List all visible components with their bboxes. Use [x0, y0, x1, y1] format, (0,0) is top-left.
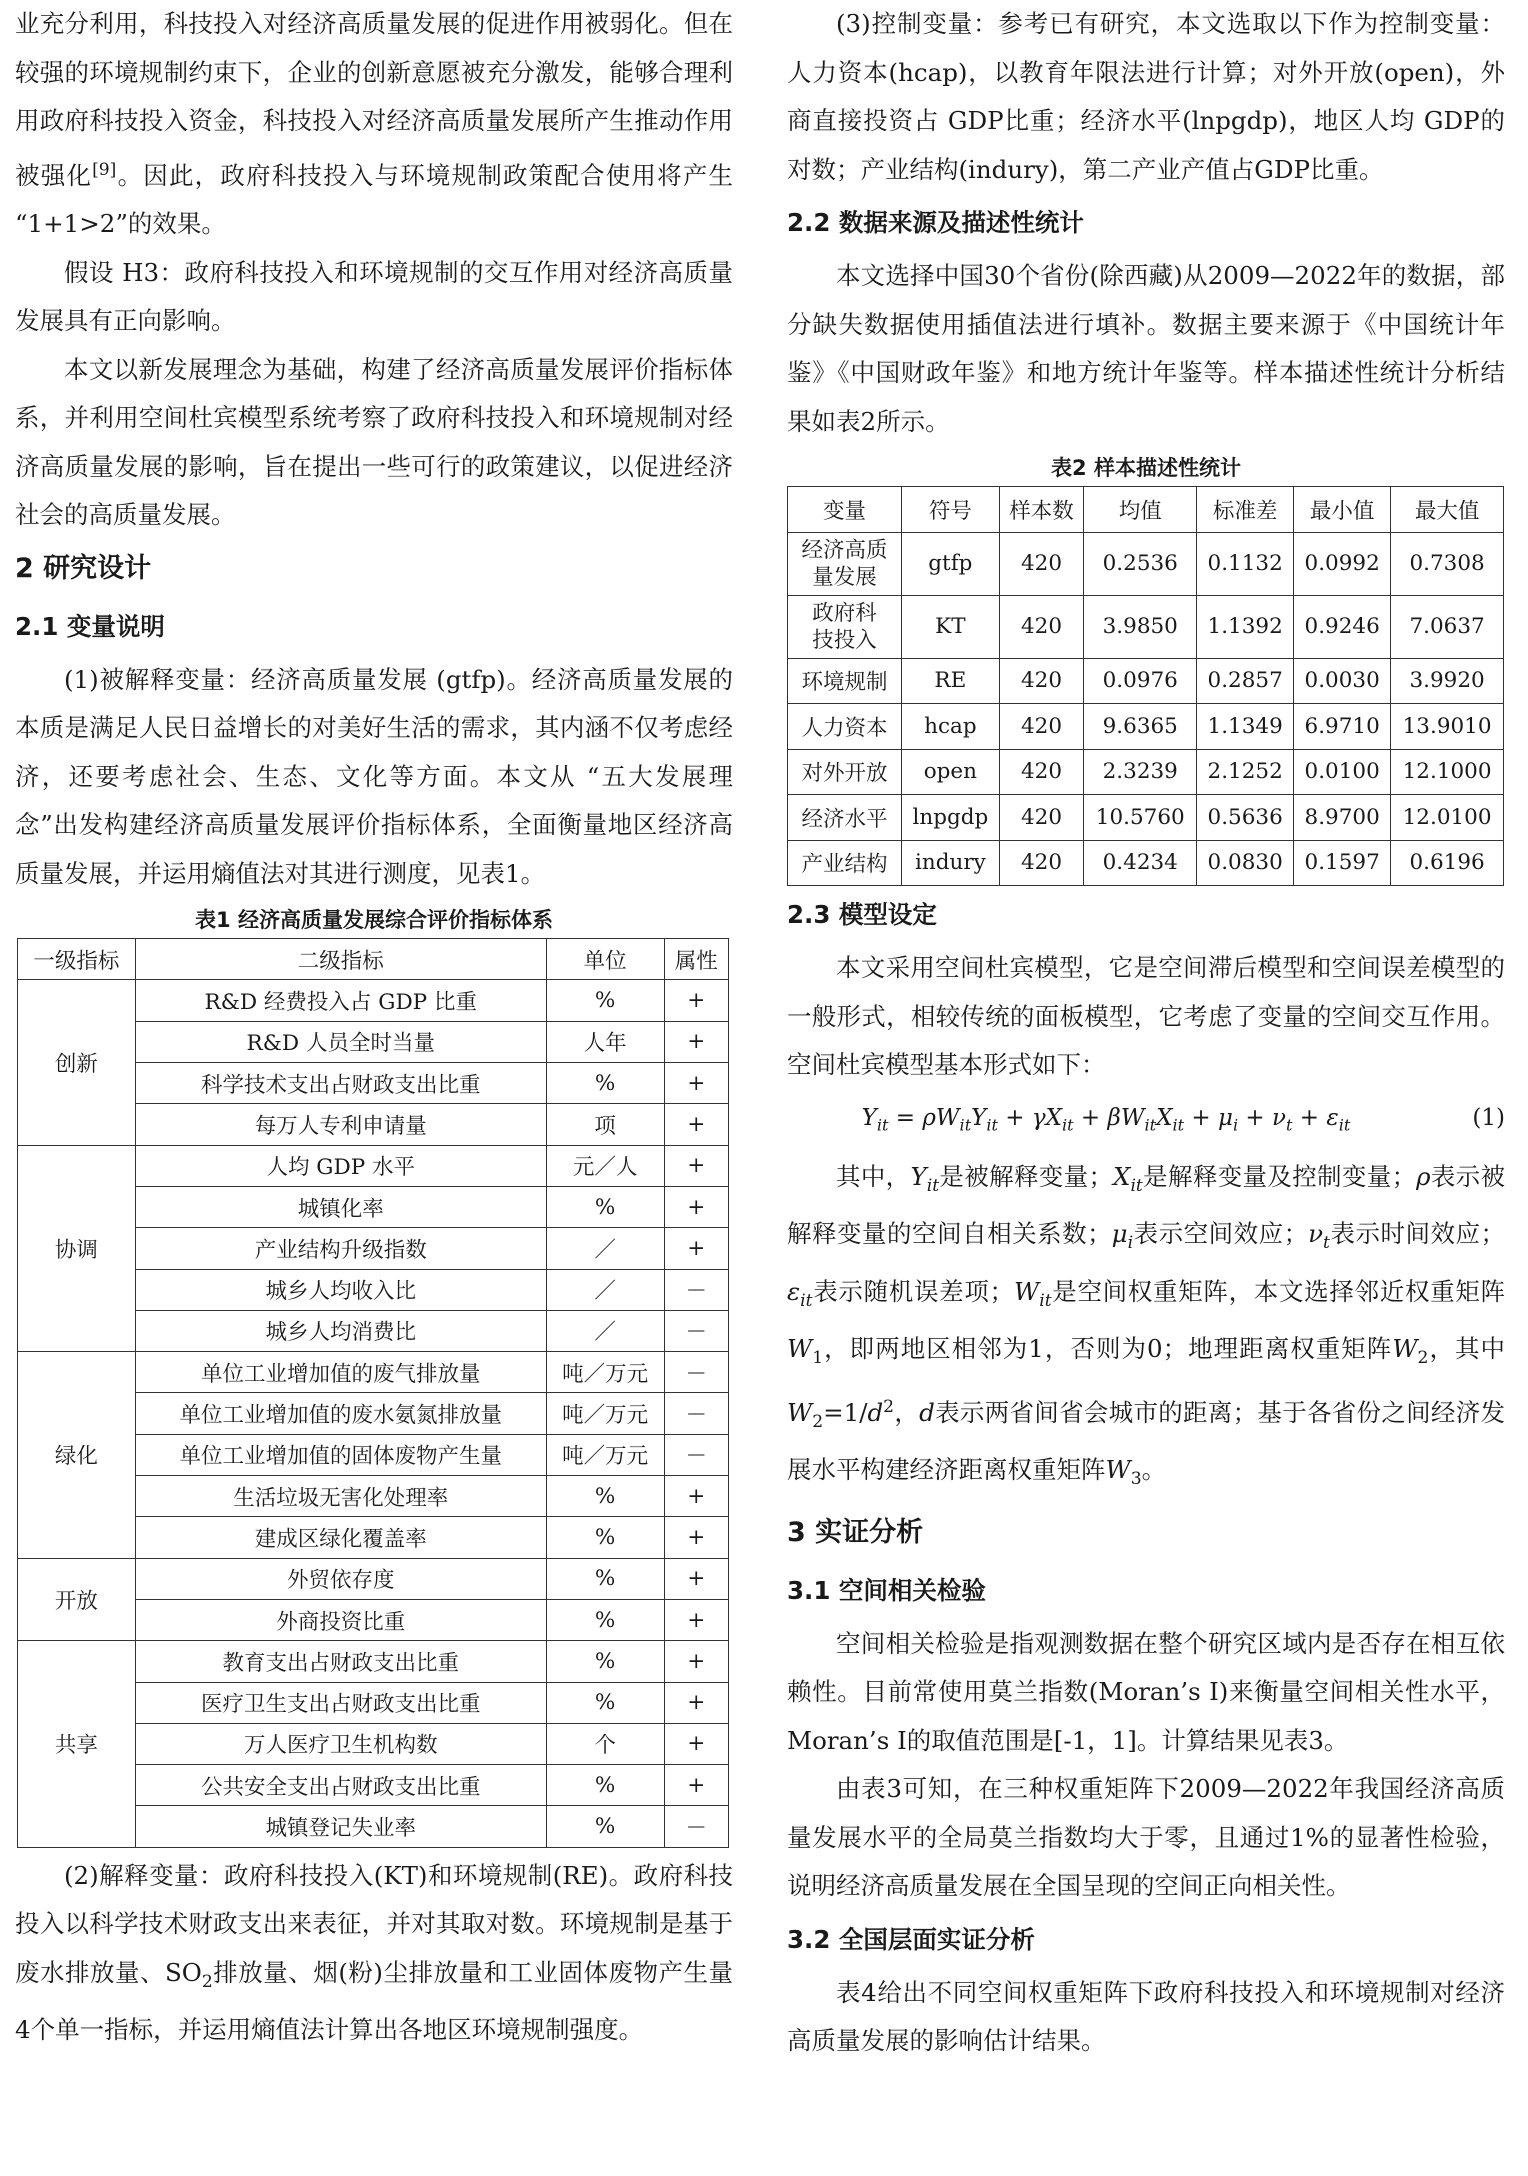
table1-header-cell: 二级指标 [135, 939, 546, 980]
paragraph-spatial-test: 空间相关检验是指观测数据在整个研究区域内是否存在相互依赖性。目前常使用莫兰指数(Moran’s I)来衡量空间相关性水平，Moran’s I的取值范围是[-1，1]。计算结果见表3。 [787, 1628, 1505, 1755]
table1-cell: + [664, 1599, 728, 1640]
table2-header-cell: 样本数 [999, 487, 1084, 533]
table2-header-cell: 最大值 [1391, 487, 1504, 533]
table1-cell: 产业结构升级指数 [135, 1228, 546, 1269]
table2-cell: 3.9850 [1084, 595, 1197, 658]
hypothesis-h3: 假设 H3：政府科技投入和环境规制的交互作用对经济高质量发展具有正向影响。 [15, 257, 733, 336]
table2-cell: 420 [999, 840, 1084, 886]
table2-cell: 2.1252 [1197, 749, 1294, 795]
paragraph-intro-summary: 本文以新发展理念为基础，构建了经济高质量发展评价指标体系，并利用空间杜宾模型系统考察了政府科技投入和环境规制对经济高质量发展的影响，旨在提出一些可行的政策建议，以促进经济社会的高质量发展。 [15, 354, 733, 530]
table2-cell: indury [902, 840, 1000, 886]
table2-cell: 人力资本 [788, 704, 902, 750]
table1-cell: 吨／万元 [546, 1434, 664, 1475]
table2-cell: 2.3239 [1084, 749, 1197, 795]
table1-cell: 城乡人均收入比 [135, 1269, 546, 1310]
table1-cell: 医疗卫生支出占财政支出比重 [135, 1682, 546, 1723]
table1-cell: 万人医疗卫生机构数 [135, 1723, 546, 1764]
table2-row [788, 704, 1504, 750]
table1-cell: 人年 [546, 1021, 664, 1062]
table1-title: 表1 经济高质量发展综合评价指标体系 [195, 908, 553, 933]
table1-cell: 外贸依存度 [135, 1558, 546, 1599]
paragraph-national-analysis: 表4给出不同空间权重矩阵下政府科技投入和环境规制对经济高质量发展的影响估计结果。 [787, 1977, 1505, 2056]
table1-cell: R&D 经费投入占 GDP 比重 [135, 980, 546, 1021]
table1-cell: R&D 人员全时当量 [135, 1021, 546, 1062]
right-column [787, 0, 1505, 2066]
table1-cell: 公共安全支出占财政支出比重 [135, 1765, 546, 1806]
table1-cell: 科学技术支出占财政支出比重 [135, 1063, 546, 1104]
table2-header-cell: 符号 [902, 487, 1000, 533]
table1-cell: 吨／万元 [546, 1352, 664, 1393]
table2-cell: 0.9246 [1294, 595, 1391, 658]
table1-cell: 单位工业增加值的固体废物产生量 [135, 1434, 546, 1475]
table1-cell: + [664, 1063, 728, 1104]
table1-cell: － [664, 1310, 728, 1351]
table2-cell: 0.0830 [1197, 840, 1294, 886]
table1-row [18, 1558, 729, 1599]
table1-cell: ／ [546, 1269, 664, 1310]
subsection-heading-3-1: 3.1 空间相关检验 [787, 1575, 986, 1605]
table2-cell: 经济高质 量发展 [788, 532, 902, 595]
table1-cell: 吨／万元 [546, 1393, 664, 1434]
table2-cell: 7.0637 [1391, 595, 1504, 658]
table2-cell: 0.0992 [1294, 532, 1391, 595]
table1-cell: 个 [546, 1723, 664, 1764]
table1-cell: % [546, 1558, 664, 1599]
table1-header-cell: 一级指标 [18, 939, 136, 980]
table2-cell: 420 [999, 704, 1084, 750]
paragraph-explanatory-variables: (2)解释变量：政府科技投入(KT)和环境规制(RE)。政府科技投入以科学技术财政支出来表征，并对其取对数。环境规制是基于废水排放量、$SO_2$排放量、烟(粉)尘排放量和工业固体废物产生量4个单一指标，并运用熵值法计算出各地区环境规制强度。 [15, 1860, 733, 2045]
table2-cell: 0.0030 [1294, 658, 1391, 704]
table1-cell: 生活垃圾无害化处理率 [135, 1476, 546, 1517]
table1-cell: 建成区绿化覆盖率 [135, 1517, 546, 1558]
table1-cell: % [546, 1599, 664, 1640]
table2-cell: 3.9920 [1391, 658, 1504, 704]
table1-header-cell: 属性 [664, 939, 728, 980]
table1-cell: % [546, 1765, 664, 1806]
table2-row [788, 749, 1504, 795]
table2-cell: KT [902, 595, 1000, 658]
subsection-heading-2-1: 2.1 变量说明 [15, 611, 165, 641]
table1-cell: + [664, 1641, 728, 1682]
paragraph-control-variables: (3)控制变量：参考已有研究，本文选取以下作为控制变量：人力资本(hcap)，以教育年限法进行计算；对外开放(open)，外商直接投资占 GDP比重；经济水平(lnpgdp)，地区人均 GDP的对数；产业结构(indury)，第二产业产值占GDP比重。 [787, 9, 1505, 184]
table1-row [18, 1352, 729, 1393]
table1-cell: 城乡人均消费比 [135, 1310, 546, 1351]
table2-header-cell: 变量 [788, 487, 902, 533]
table1-cell: % [546, 1517, 664, 1558]
table2-cell: 0.1132 [1197, 532, 1294, 595]
table2-cell: 0.2536 [1084, 532, 1197, 595]
subsection-heading-2-3: 2.3 模型设定 [787, 900, 937, 929]
table1-cell: 项 [546, 1104, 664, 1145]
table1-cell: + [664, 1104, 728, 1145]
table2-cell: open [902, 749, 1000, 795]
table2-title: 表2 样本描述性统计 [1051, 456, 1241, 480]
table2-descriptive-statistics [787, 486, 1504, 886]
table1-row [18, 1145, 729, 1186]
paragraph-model-setup: 本文采用空间杜宾模型，它是空间滞后模型和空间误差模型的一般形式，相较传统的面板模型，它考虑了变量的空间交互作用。空间杜宾模型基本形式如下： [787, 953, 1505, 1079]
table1-cell: % [546, 1641, 664, 1682]
table1-cell: % [546, 1063, 664, 1104]
table2-cell: 6.9710 [1294, 704, 1391, 750]
table2-cell: 13.9010 [1391, 704, 1504, 750]
subsection-heading-3-2: 3.2 全国层面实证分析 [787, 1924, 1035, 1954]
subsection-heading-2-2: 2.2 数据来源及描述性统计 [787, 208, 1084, 237]
table1-category-cell: 协调 [18, 1145, 136, 1351]
table1-category-cell: 创新 [18, 980, 136, 1145]
table1-cell: + [664, 1145, 728, 1186]
table1-category-cell: 绿化 [18, 1352, 136, 1558]
table2-cell: 1.1392 [1197, 595, 1294, 658]
table1-cell: + [664, 1476, 728, 1517]
table1-cell: － [664, 1806, 728, 1847]
table1-header-row [18, 939, 729, 980]
table2-cell: 420 [999, 595, 1084, 658]
table2-cell: 10.5760 [1084, 795, 1197, 841]
left-column [15, 0, 733, 2055]
table2-row [788, 595, 1504, 658]
table2-cell: 0.2857 [1197, 658, 1294, 704]
table2-header-cell: 均值 [1084, 487, 1197, 533]
table1-cell: + [664, 1723, 728, 1764]
table2-cell: 0.4234 [1084, 840, 1197, 886]
table2-cell: 420 [999, 795, 1084, 841]
table1-cell: + [664, 1682, 728, 1723]
table1-cell: % [546, 1806, 664, 1847]
table2-cell: 0.5636 [1197, 795, 1294, 841]
table2-header-cell: 最小值 [1294, 487, 1391, 533]
table2-cell: 产业结构 [788, 840, 902, 886]
equation-sdm: $Y_{it} = \rho W_{it}Y_{it} + \gamma X_{it} + \beta W_{it}X_{it} + \mu_i + \nu_t + \varepsilon_{it}$ (1) [787, 1090, 1505, 1154]
table2-cell: 420 [999, 749, 1084, 795]
table1-cell: 外商投资比重 [135, 1599, 546, 1640]
table1-row [18, 980, 729, 1021]
paragraph-dependent-variable: (1)被解释变量：经济高质量发展 (gtfp)。经济高质量发展的本质是满足人民日益增长的对美好生活的需求，其内涵不仅考虑经济，还要考虑社会、生态、文化等方面。本文从 “五大发展理念”出发构建经济高质量发展评价指标体系，全面衡量地区经济高质量发展，并运用熵值法对其进行测度，见表1。 [15, 664, 733, 888]
table1-row [18, 1641, 729, 1682]
table1-category-cell: 开放 [18, 1558, 136, 1641]
section-heading-3: 3 实证分析 [787, 1516, 924, 1548]
table1-cell: － [664, 1352, 728, 1393]
table2-cell: 8.9700 [1294, 795, 1391, 841]
table1-cell: 城镇登记失业率 [135, 1806, 546, 1847]
table2-cell: 环境规制 [788, 658, 902, 704]
table1-cell: ／ [546, 1310, 664, 1351]
table2-cell: 12.1000 [1391, 749, 1504, 795]
table2-row [788, 795, 1504, 841]
equation-number: (1) [1472, 1104, 1505, 1131]
table1-indicator-system [17, 938, 729, 1848]
table1-cell: 人均 GDP 水平 [135, 1145, 546, 1186]
table1-cell: % [546, 1682, 664, 1723]
paragraph-moran-result: 由表3可知，在三种权重矩阵下2009—2022年我国经济高质量发展水平的全局莫兰指数均大于零，且通过1%的显著性检验，说明经济高质量发展在全国呈现的空间正向相关性。 [787, 1774, 1505, 1901]
table1-cell: + [664, 1765, 728, 1806]
table2-cell: RE [902, 658, 1000, 704]
table2-row [788, 532, 1504, 595]
table1-cell: % [546, 1186, 664, 1227]
table2-cell: lnpgdp [902, 795, 1000, 841]
table2-cell: 0.1597 [1294, 840, 1391, 886]
table1-cell: % [546, 980, 664, 1021]
table2-cell: 420 [999, 658, 1084, 704]
table1-cell: + [664, 1558, 728, 1599]
table2-cell: hcap [902, 704, 1000, 750]
table2-cell: 政府科 技投入 [788, 595, 902, 658]
reference-mark: [9] [92, 159, 117, 180]
paragraph-model-explanation: 其中，$Y_{it}$是被解释变量；$X_{it}$是解释变量及控制变量；ρ表示被解释变量的空间自相关系数；$\mu_i$表示空间效应；$\nu_t$表示时间效应；$\varepsilon_{it}$表示随机误差项；$W_{it}$是空间权重矩阵，本文选择邻近权重矩阵$W_1$，即两地区相邻为1，否则为0；地理距离权重矩阵$W_2$，其中$W_2=1/d^2$，d表示两省间省会城市的距离；基于各省份之间经济发展水平构建经济距离权重矩阵$W_3$。 [787, 1162, 1506, 1490]
table1-cell: 每万人专利申请量 [135, 1104, 546, 1145]
table2-header-row [788, 487, 1504, 533]
table1-category-cell: 共享 [18, 1641, 136, 1847]
section-heading-2: 2 研究设计 [15, 552, 152, 584]
table2-row [788, 840, 1504, 886]
table2-cell: 1.1349 [1197, 704, 1294, 750]
table2-cell: 0.0100 [1294, 749, 1391, 795]
table1-cell: + [664, 1186, 728, 1227]
table1-cell: － [664, 1434, 728, 1475]
table2-cell: 12.0100 [1391, 795, 1504, 841]
table1-cell: 单位工业增加值的废水氨氮排放量 [135, 1393, 546, 1434]
table1-cell: 城镇化率 [135, 1186, 546, 1227]
table1-cell: － [664, 1269, 728, 1310]
table2-cell: 0.0976 [1084, 658, 1197, 704]
table2-cell: gtfp [902, 532, 1000, 595]
table1-cell: － [664, 1393, 728, 1434]
table2-cell: 0.6196 [1391, 840, 1504, 886]
table2-cell: 0.7308 [1391, 532, 1504, 595]
table1-cell: + [664, 1021, 728, 1062]
table1-cell: + [664, 1228, 728, 1269]
paragraph-continued: 业充分利用，科技投入对经济高质量发展的促进作用被弱化。但在较强的环境规制约束下，企业的创新意愿被充分激发，能够合理利用政府科技投入资金，科技投入对经济高质量发展所产生推动作用被强化[9]。因此，政府科技投入与环境规制政策配合使用将产生 “1+1>2”的效果。 [15, 9, 734, 239]
table2-header-cell: 标准差 [1197, 487, 1294, 533]
table1-cell: ／ [546, 1228, 664, 1269]
table2-cell: 经济水平 [788, 795, 902, 841]
table2-cell: 9.6365 [1084, 704, 1197, 750]
table1-cell: % [546, 1476, 664, 1517]
table2-row [788, 658, 1504, 704]
table1-cell: 教育支出占财政支出比重 [135, 1641, 546, 1682]
table1-cell: + [664, 1517, 728, 1558]
table1-header-cell: 单位 [546, 939, 664, 980]
paragraph-data-source: 本文选择中国30个省份(除西藏)从2009—2022年的数据，部分缺失数据使用插值法进行填补。数据主要来源于《中国统计年鉴》《中国财政年鉴》和地方统计年鉴等。样本描述性统计分析结果如表2所示。 [787, 261, 1505, 436]
table2-cell: 对外开放 [788, 749, 902, 795]
table1-cell: 元／人 [546, 1145, 664, 1186]
table1-cell: 单位工业增加值的废气排放量 [135, 1352, 546, 1393]
table1-cell: + [664, 980, 728, 1021]
table2-cell: 420 [999, 532, 1084, 595]
